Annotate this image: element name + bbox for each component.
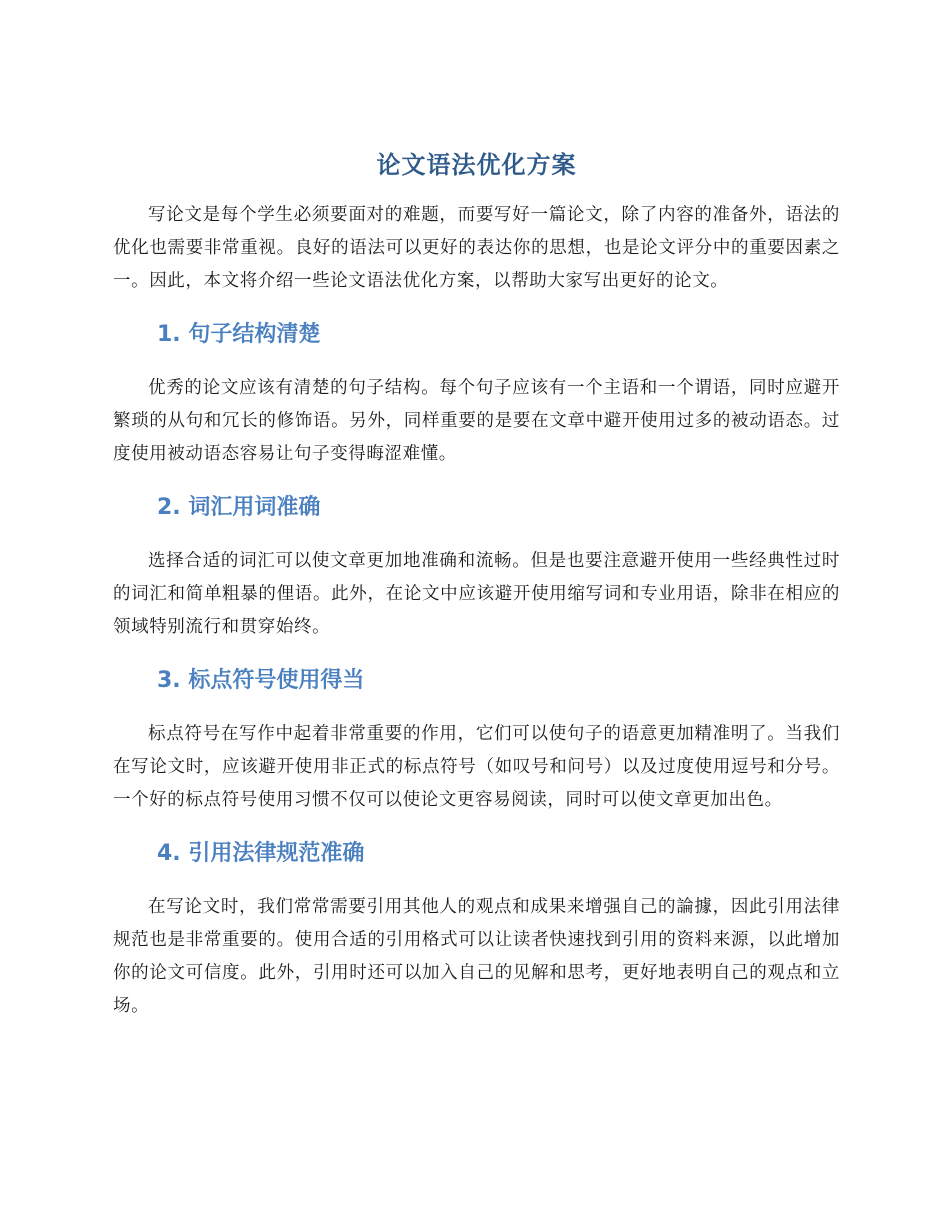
section-body-2: 选择合适的词汇可以使文章更加地准确和流畅。但是也要注意避开使用一些经典性过时的词汇和简单粗暴的俚语。此外，在论文中应该避开使用缩写词和专业用语，除非在相应的领域特别流行和贯穿始终。: [113, 551, 840, 637]
section-heading-3: 3. 标点符号使用得当: [157, 668, 365, 693]
section-body-4: 在写论文时，我们常常需要引用其他人的观点和成果来增强自己的論據，因此引用法律规范也是非常重要的。使用合适的引用格式可以让读者快速找到引用的资料来源，以此增加你的论文可信度。此外，引用时还可以加入自己的见解和思考，更好地表明自己的观点和立场。: [113, 897, 840, 1016]
section-body-1: 优秀的论文应该有清楚的句子结构。每个句子应该有一个主语和一个谓语，同时应避开繁琐的从句和冗长的修饰语。另外，同样重要的是要在文章中避开使用过多的被动语态。过度使用被动语态容易让句子变得晦涩难懂。: [113, 378, 840, 464]
section-heading-2: 2. 词汇用词准确: [157, 495, 321, 520]
document-page: [113, 145, 840, 1023]
section-heading-1: 1. 句子结构清楚: [157, 322, 321, 347]
intro-paragraph: 写论文是每个学生必须要面对的难题，而要写好一篇论文，除了内容的准备外，语法的优化也需要非常重视。良好的语法可以更好的表达你的思想，也是论文评分中的重要因素之一。因此，本文将介绍一些论文语法优化方案，以帮助大家写出更好的论文。: [113, 205, 840, 291]
page-title: 论文语法优化方案: [376, 151, 577, 179]
section-heading-4: 4. 引用法律规范准确: [157, 841, 365, 866]
section-body-3: 标点符号在写作中起着非常重要的作用，它们可以使句子的语意更加精准明了。当我们在写论文时，应该避开使用非正式的标点符号（如叹号和问号）以及过度使用逗号和分号。一个好的标点符号使用习惯不仅可以使论文更容易阅读，同时可以使文章更加出色。: [113, 724, 840, 810]
